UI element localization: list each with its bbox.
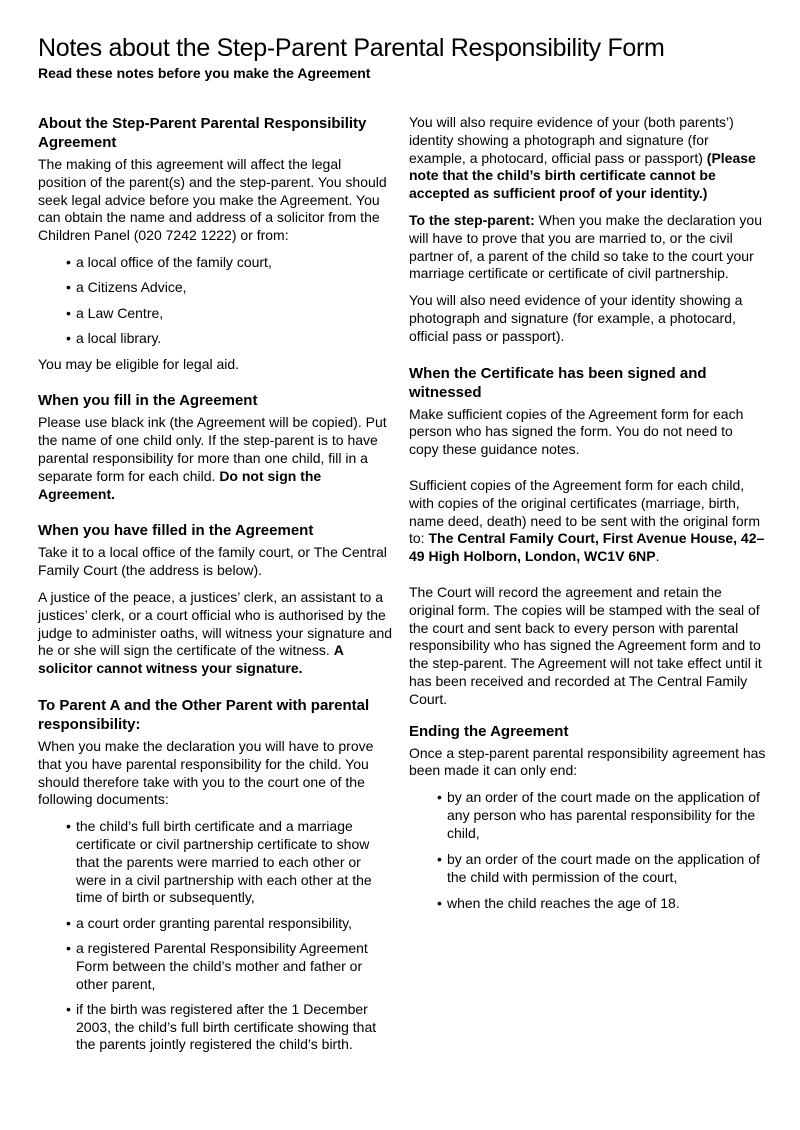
about-paragraph: The making of this agreement will affect the legal position of the parent(s) and the step-parent. You should seek legal advice before you make the Agreement. You can obtain the name and address of a solicitor from the Children Panel (020 7242 1222) or from:	[38, 156, 387, 244]
legal-aid-note: You may be eligible for legal aid.	[38, 355, 240, 372]
ending-list	[409, 789, 766, 913]
list-item: • by an order of the court made on the application of the child with permission of the court,	[437, 851, 766, 887]
certificate-paragraph-1: Make sufficient copies of the Agreement form for each person who has signed the form. You do not need to copy these guidance notes.	[409, 405, 744, 458]
list-item: • a registered Parental Responsibility Agreement Form between the child’s mother and father or other parent,	[66, 940, 393, 993]
solicitor-sources-list	[38, 254, 393, 348]
filled-in-heading: When you have filled in the Agreement	[38, 522, 314, 540]
section-certificate	[409, 364, 766, 709]
evidence-paragraph	[409, 114, 766, 203]
list-item: • a local office of the family court,	[66, 254, 393, 272]
parent-a-paragraph: When you make the declaration you will have to prove that you have parental responsibility for the child. You should therefore take with you to the court one of the following documents:	[38, 738, 374, 808]
list-item: • the child’s full birth certificate and a marriage certificate or civil partnership certificate to show that the parents were married to each other or were in a civil partnership with each other at the time of birth or subsequently,	[66, 818, 393, 907]
copies-text: Sufficient copies of the Agreement form for each child, with copies of the original certificates (marriage, birth, name deed, death) need to be sent with the original form to:	[409, 476, 760, 547]
spacer	[409, 468, 766, 477]
about-heading: About the Step-Parent Parental Responsibility Agreement	[38, 115, 367, 151]
documents-list	[38, 818, 393, 1054]
list-item: • a Law Centre,	[66, 305, 393, 323]
solicitor-note: A solicitor cannot witness your signature.	[38, 642, 344, 677]
section-parent-a	[38, 696, 393, 1054]
section-ending	[409, 722, 766, 913]
page-title: Notes about the Step-Parent Parental Responsibility Form	[38, 34, 665, 62]
right-column	[409, 114, 766, 921]
list-item: • if the birth was registered after the 1 December 2003, the child’s full birth certificate showing that the parents jointly registered the child’s birth.	[66, 1001, 393, 1054]
section-about	[38, 114, 393, 373]
fill-in-text: Please use black ink (the Agreement will be copied). Put the name of one child only. If the step-parent is to have parental responsibility for more than one child, fill in a separate form for each child.	[38, 414, 387, 484]
page-subtitle: Read these notes before you make the Agreement	[38, 65, 371, 81]
list-item: • a court order granting parental responsibility,	[66, 915, 393, 933]
filled-in-paragraph-2	[38, 589, 393, 678]
section-filled-in	[38, 521, 393, 678]
birth-certificate-note: (Please note that the child’s birth certificate cannot be accepted as sufficient proof of your identity.)	[409, 149, 756, 202]
spacer	[409, 575, 766, 584]
ending-heading: Ending the Agreement	[409, 722, 569, 740]
fill-in-heading: When you fill in the Agreement	[38, 392, 258, 410]
list-item: • a Citizens Advice,	[66, 279, 393, 297]
list-item: • a local library.	[66, 330, 393, 348]
parent-a-heading: To Parent A and the Other Parent with parental responsibility:	[38, 697, 370, 734]
step-parent-text: When you make the declaration you will have to prove that you are married to, or the civil partner of, a parent of the child so take to the court your marriage certificate or certificate of civil partnership.	[409, 211, 762, 282]
step-parent-paragraph	[409, 212, 766, 283]
section-fill-in	[38, 391, 393, 503]
step-parent-label: To the step-parent:	[409, 211, 535, 228]
left-column	[38, 114, 393, 1062]
evidence-text: You will also require evidence of your (both parents’) identity showing a photograph and signature (for example, a photocard, official pass or passport)	[409, 114, 734, 166]
step-parent-identity: You will also need evidence of your identity showing a photograph and signature (for example, a photocard, official pass or passport).	[409, 292, 743, 344]
court-address: The Central Family Court, First Avenue House, 42–49 High Holborn, London, WC1V 6NP	[409, 530, 765, 565]
list-item: • when the child reaches the age of 18.	[437, 895, 766, 913]
certificate-heading: When the Certificate has been signed and witnessed	[409, 364, 707, 401]
witness-text: A justice of the peace, a justices’ clerk, an assistant to a justices’ clerk, or a court official who is authorised by the judge to administer oaths, will witness your signature and he or she will sign the certificate of the witness.	[38, 589, 393, 659]
ending-paragraph: Once a step-parent parental responsibility agreement has been made it can only end:	[409, 744, 766, 779]
certificate-paragraph-3: The Court will record the agreement and retain the original form. The copies will be stamped with the seal of the court and sent back to every person with parental responsibility who has signed the Agreement form and to the step-parent. The Agreement will not take effect until it has been received and recorded at The Central Family Court.	[409, 583, 762, 707]
fill-in-paragraph	[38, 414, 393, 503]
do-not-sign-note: Do not sign the Agreement.	[38, 467, 322, 502]
list-item: • by an order of the court made on the application of any person who has parental responsibility for the child,	[437, 789, 766, 842]
filled-in-paragraph-1: Take it to a local office of the family court, or The Central Family Court (the address is below).	[38, 544, 387, 579]
certificate-paragraph-2: Sufficient copies of the Agreement form for each child, with copies of the original certificates (marriage, birth, name deed, death) need to be sent with the original form to: The Central Family Court, First Avenue House, 42–49 High Holborn, London, WC1V 6NP.	[409, 476, 765, 565]
